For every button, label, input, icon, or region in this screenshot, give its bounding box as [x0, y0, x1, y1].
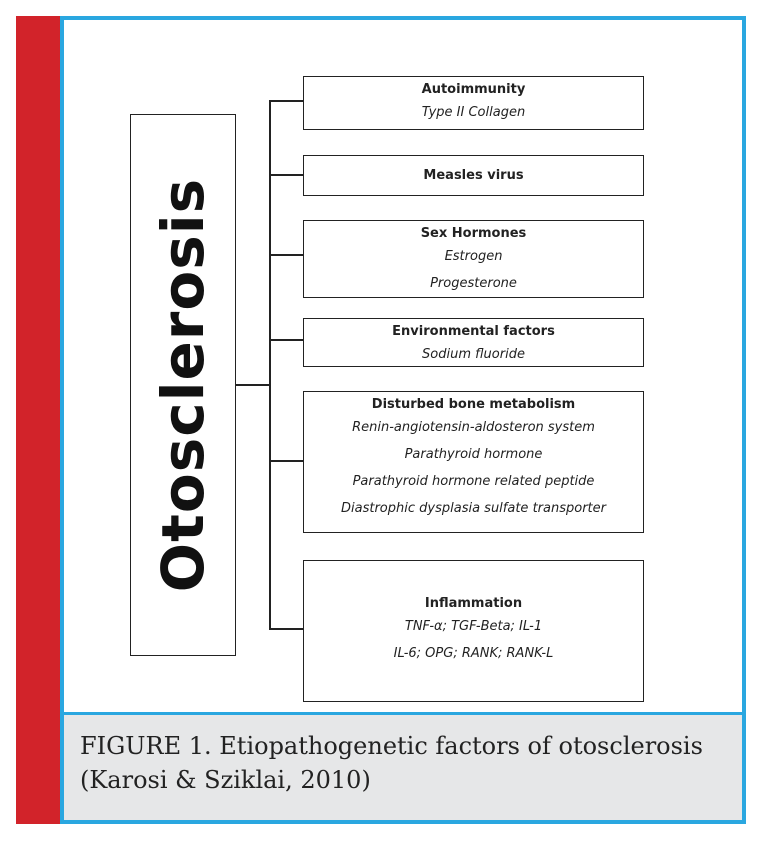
factor-item: Parathyroid hormone related peptide: [352, 474, 595, 489]
factor-item: Progesterone: [430, 276, 517, 291]
factor-title: Autoimmunity: [421, 82, 526, 97]
red-accent-bar: [16, 16, 62, 824]
branch-connector: [269, 254, 303, 256]
figure-caption: [64, 712, 742, 820]
factor-title: Disturbed bone metabolism: [371, 397, 576, 412]
factor-box-sex-hormones: [303, 220, 644, 298]
factor-title: Environmental factors: [392, 324, 555, 339]
factor-item: Estrogen: [444, 249, 503, 264]
factor-item: Renin-angiotensin-aldosteron system: [352, 420, 595, 435]
factor-item: Type II Collagen: [421, 105, 526, 120]
factor-item: TNF-α; TGF-Beta; IL-1: [404, 619, 543, 634]
branch-connector: [269, 100, 303, 102]
figure-frame: [60, 16, 746, 824]
factor-box-bone-metabolism: [303, 391, 644, 533]
stem-connector: [236, 384, 269, 386]
factor-box-inflammation: [303, 560, 644, 702]
factor-item: Sodium fluoride: [422, 347, 525, 362]
factor-item: Parathyroid hormone: [404, 447, 543, 462]
branch-connector: [269, 174, 303, 176]
otosclerosis-box: [130, 114, 236, 656]
factor-box-autoimmunity: [303, 76, 644, 130]
branch-connector: [269, 460, 303, 462]
caption-line-2: (Karosi & Sziklai, 2010): [80, 766, 371, 794]
factor-item: Diastrophic dysplasia sulfate transporter: [341, 501, 606, 516]
factor-title: Inflammation: [424, 596, 523, 611]
spine-connector: [269, 100, 271, 628]
factor-item: IL-6; OPG; RANK; RANK-L: [393, 646, 554, 661]
branch-connector: [269, 339, 303, 341]
factor-title: Sex Hormones: [420, 226, 527, 241]
factor-box-environmental: [303, 318, 644, 367]
caption-line-1: FIGURE 1. Etiopathogenetic factors of otosclerosis: [80, 732, 703, 760]
otosclerosis-label: Otosclerosis: [149, 177, 217, 593]
branch-connector: [269, 628, 303, 630]
factor-title: Measles virus: [423, 167, 524, 183]
factor-box-measles: [303, 155, 644, 196]
